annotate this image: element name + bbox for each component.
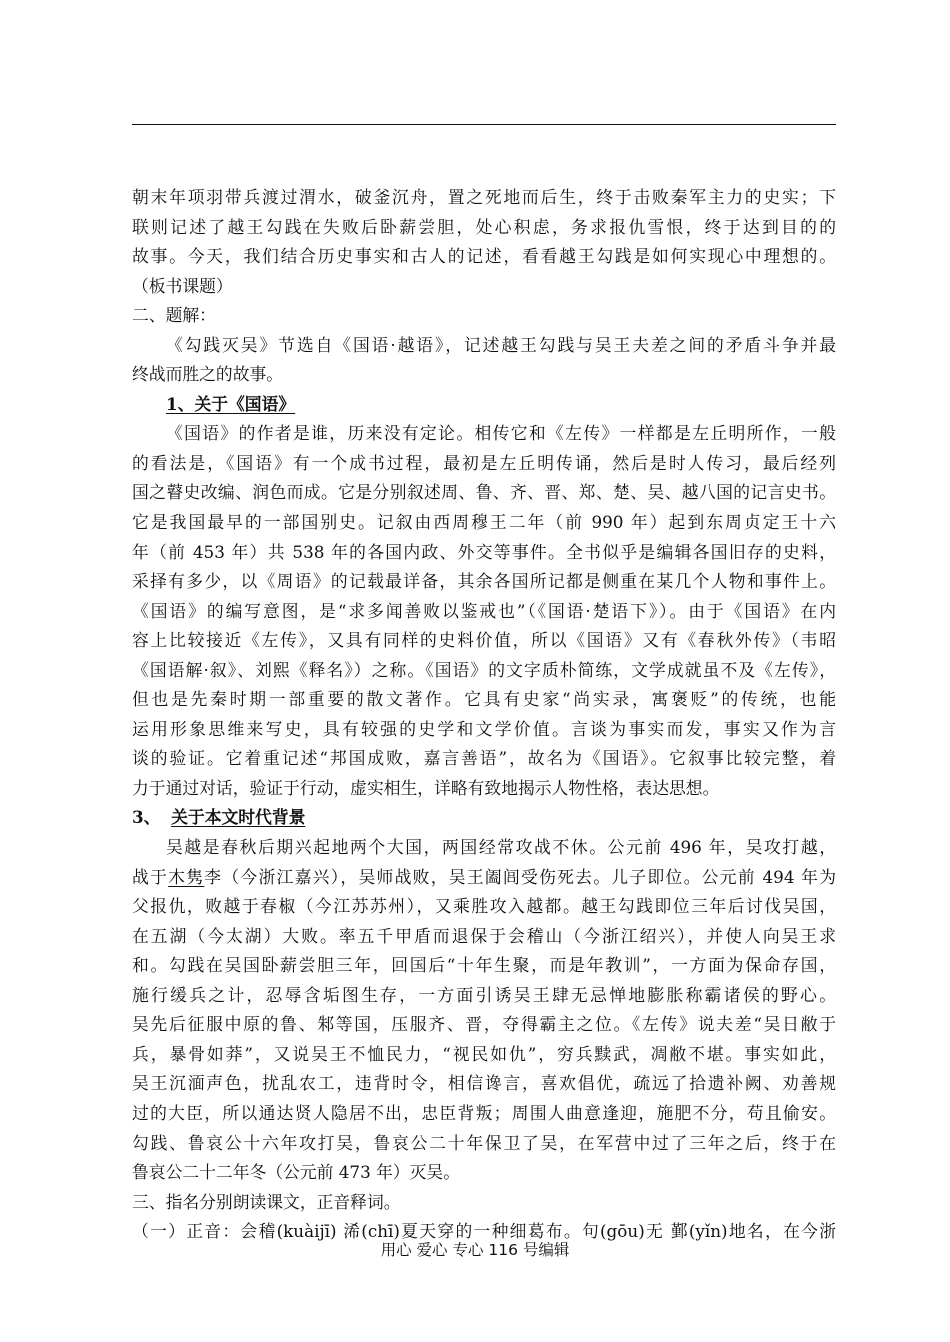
- text-line: 《国语》的作者是谁，历来没有定论。相传它和《左传》一样都是左丘明所作，一般: [166, 423, 836, 444]
- subheading-guoyu: [132, 390, 836, 420]
- text-line: 谈的验证。它着重记述“邦国成败，嘉言善语”，故名为《国语》。它叙事比较完整，着: [132, 748, 836, 769]
- text-line: [132, 863, 836, 893]
- text-line: 勾践、鲁哀公十六年攻打吴，鲁哀公二十年保卫了吴，在军营中过了三年之后，终于在: [132, 1132, 836, 1153]
- text-line: 的看法是，《国语》有一个成书过程，最初是左丘明传诵，然后是时人传习，最后经列: [132, 452, 836, 473]
- text-line: （一）正音：会稽(kuàijī) 浠(chī)夏天穿的一种细葛布。句(gōu)无 鄞(yǐn)地名，在今浙: [132, 1221, 836, 1242]
- underlined-place-name: 木隽: [168, 866, 205, 887]
- text-line: 但也是先秦时期一部重要的散文著作。它具有史家“尚实录，寓褒贬”的传统，也能: [132, 689, 836, 710]
- text-line: 终战而胜之的故事。: [132, 364, 284, 385]
- text-line: 联则记述了越王勾践在失败后卧薪尝胆，处心积虑，务求报仇雪恨，终于达到目的的: [132, 216, 836, 237]
- text-line: 鲁哀公二十二年冬（公元前 473 年）灭吴。: [132, 1162, 460, 1183]
- text-line: 兵，暴骨如莽”，又说吴王不恤民力，“视民如仇”，穷兵黩武，凋敝不堪。事实如此，: [132, 1043, 836, 1064]
- text-line: 《国语解·叙》、刘熙《释名》）之称。《国语》的文字质朴简练，文学成就虽不及《左传》，: [132, 659, 836, 680]
- document-body: [132, 183, 836, 1247]
- subheading-background: [132, 803, 836, 833]
- text-line: 《勾践灭吴》节选自《国语·越语》，记述越王勾践与吴王夫差之间的矛盾斗争并最: [166, 334, 836, 355]
- page-footer: 用心 爱心 专心 116 号编辑: [380, 1241, 570, 1259]
- text-line: 故事。今天，我们结合历史事实和古人的记述，看看越王勾践是如何实现心中理想的。: [132, 246, 836, 267]
- text-line: 朝末年项羽带兵渡过渭水，破釜沉舟，置之死地而后生，终于击败秦军主力的史实；下: [132, 187, 836, 207]
- section-heading: 三、指名分别朗读课文，正音释词。: [132, 1191, 401, 1212]
- text-line: 采择有多少，以《周语》的记载最详备，其余各国所记都是侧重在某几个人物和事件上。: [132, 571, 836, 592]
- section-heading: 二、题解：: [132, 305, 216, 326]
- text-line: 吴越是春秋后期兴起地两个大国，两国经常攻战不休。公元前 496 年，吴攻打越，: [166, 837, 836, 858]
- text-line: 过的大臣，所以通达贤人隐居不出，忠臣背叛；周围人曲意逢迎，施肥不分，苟且偷安。: [132, 1102, 836, 1123]
- header-rule: [132, 124, 836, 125]
- subheading-guoyu-text: 1、关于《国语》: [166, 393, 296, 414]
- text-line: 力于通过对话，验证于行动，虚实相生，详略有致地揭示人物性格，表达思想。: [132, 777, 720, 798]
- subheading-background-text: 关于本文时代背景: [171, 807, 306, 828]
- text-line: （板书课题）: [132, 275, 233, 296]
- text-line: 《国语》的编写意图，是“求多闻善败以鉴戒也”（《国语·楚语下》）。由于《国语》在内: [132, 600, 836, 621]
- text-line: 国之瞽史改编、润色而成。它是分别叙述周、鲁、齐、晋、郑、楚、吴、越八国的记言史书。: [132, 482, 836, 503]
- text-segment: 李（今浙江嘉兴），吴师战败，吴王阖闾受伤死去。儿子即位。公元前 494 年为: [204, 866, 836, 887]
- text-line: 吴先后征服中原的鲁、邾等国，压服齐、晋，夺得霸主之位。《左传》说夫差“吴日敝于: [132, 1014, 836, 1035]
- subheading-number: 3、: [132, 807, 161, 828]
- text-line: 它是我国最早的一部国别史。记叙由西周穆王二年（前 990 年）起到东周贞定王十六: [132, 512, 836, 533]
- text-line: 运用形象思维来写史，具有较强的史学和文学价值。言谈为事实而发，事实又作为言: [132, 718, 836, 739]
- text-line: 吴王沉湎声色，扰乱农工，违背时令，相信谗言，喜欢倡优，疏远了拾遗补阙、劝善规: [132, 1073, 836, 1094]
- text-line: 和。勾践在吴国卧薪尝胆三年，回国后“十年生聚，而是年教训”，一方面为保命存国，: [132, 955, 836, 976]
- text-line: 在五湖（今太湖）大败。率五千甲盾而退保于会稽山（今浙江绍兴），并使人向吴王求: [132, 925, 836, 946]
- text-segment: 战于: [132, 866, 169, 887]
- text-line: 容上比较接近《左传》，又具有同样的史料价值，所以《国语》又有《春秋外传》（韦昭: [132, 630, 836, 651]
- text-line: 父报仇，败越于春椒（今江苏苏州），又乘胜攻入越都。越王勾践即位三年后讨伐吴国，: [132, 896, 836, 917]
- text-line: 施行缓兵之计，忍辱含垢图生存，一方面引诱吴王肆无忌惮地膨胀称霸诸侯的野心。: [132, 984, 836, 1005]
- text-line: 年（前 453 年）共 538 年的各国内政、外交等事件。全书似乎是编辑各国旧存的史料，: [132, 541, 836, 562]
